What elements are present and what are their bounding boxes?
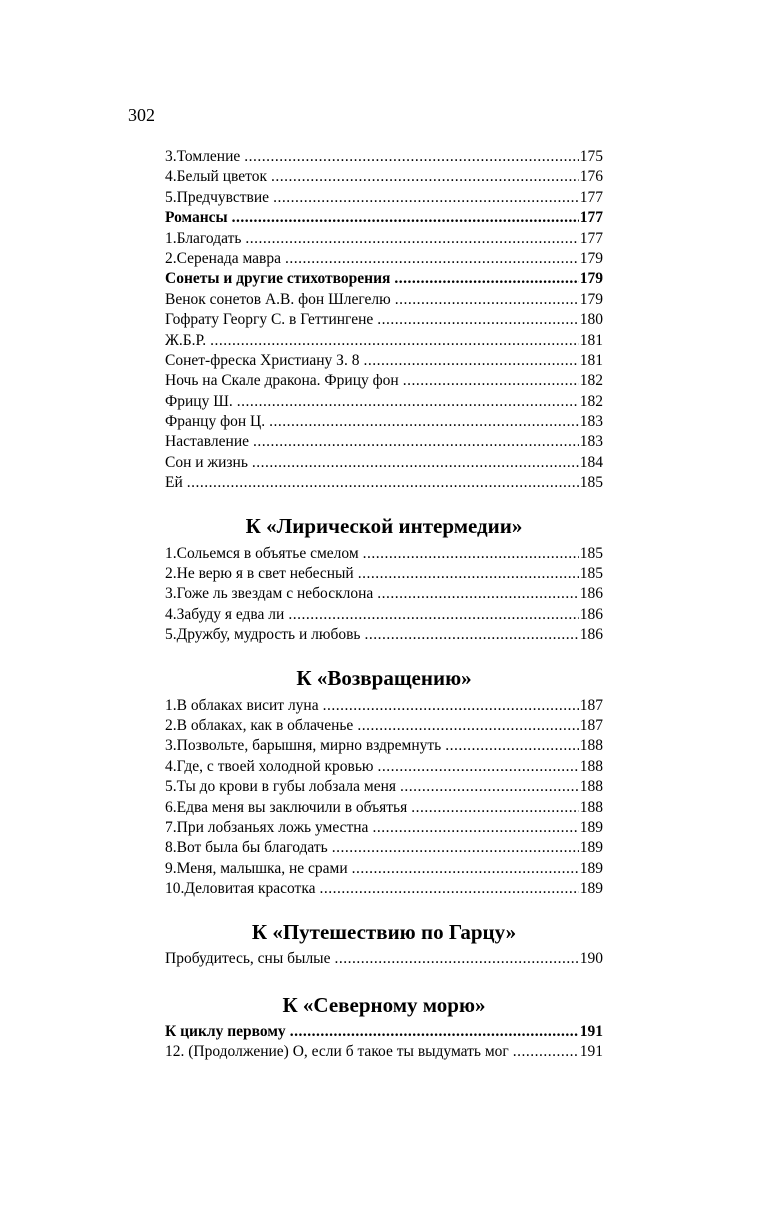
toc-entry: 2.Серенада мавра ..... 179 (165, 249, 603, 269)
toc-entry: 5.Ты до крови в губы лобзала меня ..... 188 (165, 777, 603, 797)
toc-entry: 3.Томление ..... 175 (165, 147, 603, 167)
toc-entry: 8.Вот была бы благодать ..... 189 (165, 838, 603, 858)
toc-entry: 2.Не верю я в свет небесный ..... 185 (165, 564, 603, 584)
toc-subheading-first-cycle: К циклу первому ..... 191 (165, 1022, 603, 1042)
toc-entry: 9.Меня, малышка, не срами ..... 189 (165, 859, 603, 879)
toc-entry: 1.Сольемся в объятье смелом ..... 185 (165, 544, 603, 564)
toc-entry: Гофрату Георгу С. в Геттингене ..... 180 (165, 310, 603, 330)
toc-entry: 2.В облаках, как в облаченье ..... 187 (165, 716, 603, 736)
toc-entry: Францу фон Ц. ..... 183 (165, 412, 603, 432)
section-heading: К «Путешествию по Гарцу» (251, 919, 517, 944)
toc-entry: Сонет-фреска Христиану З. 8 ..... 181 (165, 351, 603, 371)
toc-entry: 6.Едва меня вы заключили в объятья ..... 188 (165, 798, 603, 818)
section-heading: К «Возвращению» (296, 665, 472, 690)
toc-section-return (165, 666, 603, 900)
toc-entry: 3.Гоже ль звездам с небосклона ..... 186 (165, 584, 603, 604)
page-number: 302 (128, 105, 155, 125)
section-heading: К «Лирической интермедии» (245, 513, 523, 538)
toc-section-continuation (165, 147, 603, 494)
toc-entry: Ей ..... 185 (165, 473, 603, 493)
toc-subheading-sonnets: Сонеты и другие стихотворения ..... 179 (165, 269, 603, 289)
toc-section-lyrical-intermezzo (165, 514, 603, 646)
toc-entry: 5.Предчувствие ..... 177 (165, 188, 603, 208)
toc-entry: Сон и жизнь ..... 184 (165, 453, 603, 473)
toc-entry: 7.При лобзаньях ложь уместна ..... 189 (165, 818, 603, 838)
toc-subheading-romances: Романсы ..... 177 (165, 208, 603, 228)
toc-entry: Наставление ..... 183 (165, 432, 603, 452)
toc-entry: 4.Где, с твоей холодной кровью ..... 188 (165, 757, 603, 777)
toc-entry: Венок сонетов А.В. фон Шлегелю ..... 179 (165, 290, 603, 310)
toc-section-north-sea (165, 993, 603, 1063)
toc-entry: 4.Белый цветок ..... 176 (165, 167, 603, 187)
toc-entry: 1.В облаках висит луна ..... 187 (165, 696, 603, 716)
toc-entry: 1.Благодать ..... 177 (165, 229, 603, 249)
toc-entry: Ж.Б.Р. ..... 181 (165, 331, 603, 351)
toc-entry: 3.Позвольте, барышня, мирно вздремнуть ..... 188 (165, 736, 603, 756)
toc-entry: Ночь на Скале дракона. Фрицу фон ..... 182 (165, 371, 603, 391)
toc-entry: 10.Деловитая красотка ..... 189 (165, 879, 603, 899)
toc-entry: Пробудитесь, сны былые ..... 190 (165, 949, 603, 969)
toc-section-harz-journey (165, 920, 603, 969)
toc-entry: 4.Забуду я едва ли ..... 186 (165, 605, 603, 625)
toc-entry: 12. (Продолжение) О, если б такое ты выдумать мог ..... 191 (165, 1042, 603, 1062)
section-heading: К «Северному морю» (282, 992, 486, 1017)
table-of-contents (165, 147, 603, 1063)
toc-entry: Фрицу Ш. ..... 182 (165, 392, 603, 412)
toc-entry: 5.Дружбу, мудрость и любовь ..... 186 (165, 625, 603, 645)
